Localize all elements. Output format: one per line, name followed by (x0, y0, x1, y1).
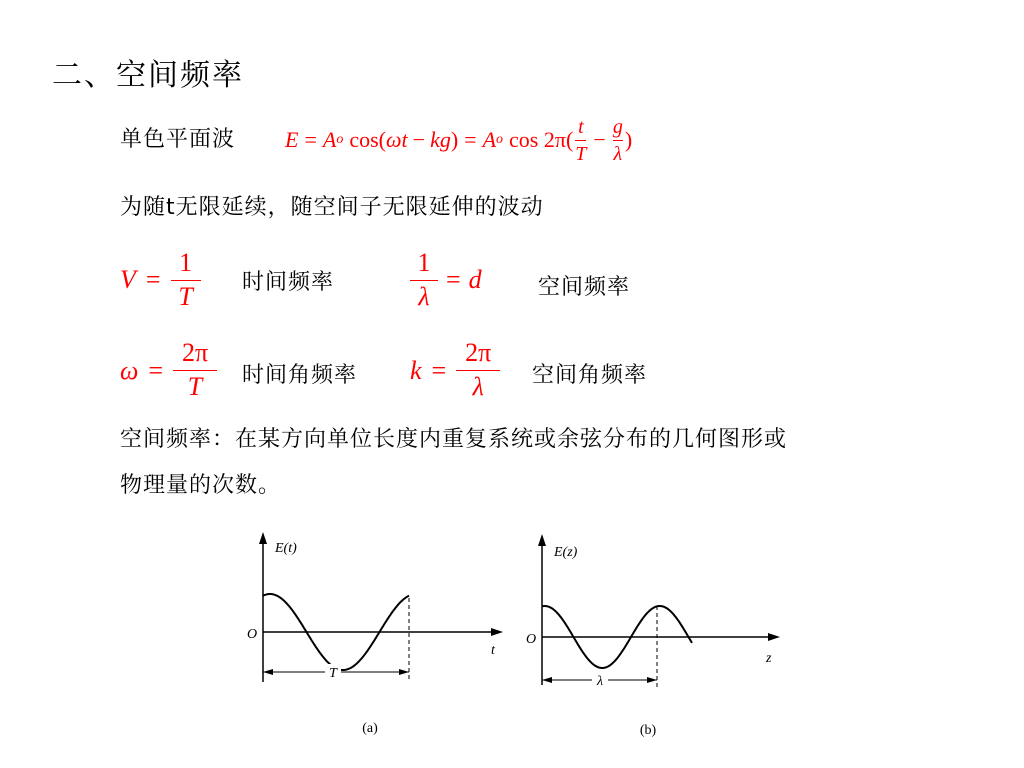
label-time-ang-freq: 时间角频率 (242, 363, 358, 388)
formula-k-frac (456, 339, 500, 401)
plane-wave-label: 单色平面波 (120, 127, 236, 152)
label-space-ang-freq: 空间角频率 (532, 363, 648, 388)
formula-k (410, 333, 500, 408)
formula-k-den: λ (472, 372, 484, 401)
eq-sub-o-1: o (336, 132, 344, 147)
fig-b-wavelength-label: λ (596, 674, 604, 689)
fig-a-origin: O (247, 627, 258, 642)
wave-equation (285, 110, 632, 170)
label-time-freq: 时间频率 (242, 270, 335, 295)
formula-omega-den: T (187, 372, 203, 401)
fig-a-ylabel: E(t) (275, 541, 297, 556)
eq-equals-1: = (304, 127, 317, 152)
continuity-text: 为随t无限延续，随空间子无限延伸的波动 (120, 195, 544, 220)
eq-frac-g-lambda (613, 116, 623, 165)
fig-b-ylabel: E(z) (554, 545, 578, 560)
eq-frac-t-den: T (575, 142, 587, 165)
fig-a-period-label: T (329, 666, 337, 681)
fig-b-y-arrow (538, 534, 546, 546)
formula-V-num: 1 (179, 247, 193, 277)
eq-A-1: A (322, 127, 337, 152)
formula-d-num: 1 (417, 247, 431, 277)
label-space-freq: 空间频率 (538, 275, 631, 300)
formula-d-symbol: d (468, 265, 482, 294)
figure-b-space-wave (520, 520, 790, 750)
formula-V (120, 245, 201, 315)
fig-b-caption: (b) (639, 723, 657, 738)
formula-k-num: 2π (465, 338, 492, 368)
eq-A-2: A (482, 127, 497, 152)
fig-b-origin: O (526, 632, 537, 647)
eq-sub-o-2: o (496, 132, 504, 147)
formula-d-den: λ (418, 281, 430, 311)
formula-k-bar (456, 370, 500, 371)
fig-a-x-arrow (491, 628, 503, 636)
formula-d-frac (410, 249, 438, 311)
eq-cos-right: cos 2π( (509, 127, 574, 152)
formula-omega-frac (173, 339, 217, 401)
fig-a-period-arrow-left (263, 669, 273, 675)
formula-d-bar (410, 280, 438, 281)
eq-cos-left: cos( (349, 127, 386, 152)
figure-a-time-wave (235, 520, 515, 750)
formula-omega (120, 333, 217, 408)
eq-minus-1: − (412, 127, 426, 152)
eq-frac-g-den: λ (613, 142, 623, 165)
eq-minus-2: − (593, 127, 606, 152)
eq-kg: kg (430, 127, 451, 152)
eq-frac-t-bar (575, 140, 586, 141)
formula-omega-symbol: ω (120, 355, 139, 385)
eq-frac-t-T (575, 116, 586, 165)
fig-a-caption: (a) (362, 721, 378, 736)
eq-equals-2: = (464, 127, 477, 152)
formula-V-equals: = (145, 265, 161, 294)
definition-line-1: 空间频率：在某方向单位长度内重复系统或余弦分布的几何图形或 (120, 427, 788, 452)
definition-line-2: 物理量的次数。 (120, 473, 282, 498)
fig-b-wavelength-arrow-right (647, 677, 657, 683)
fig-a-xlabel: t (491, 643, 495, 658)
formula-d (410, 245, 482, 315)
eq-E: E (285, 127, 299, 152)
eq-rparen-2: ) (624, 127, 633, 152)
formula-omega-num: 2π (181, 338, 209, 368)
fig-b-x-arrow (768, 633, 780, 641)
formula-V-den: T (178, 281, 193, 311)
fig-a-period-arrow-right (399, 669, 409, 675)
fig-a-y-arrow (259, 532, 267, 544)
formula-d-equals: = (446, 265, 461, 294)
formula-V-frac (171, 249, 201, 311)
eq-omega-t: ωt (385, 127, 408, 152)
eq-frac-g-bar (613, 140, 623, 141)
formula-omega-equals: = (148, 355, 164, 385)
slide-title: 二、空间频率 (52, 58, 244, 93)
formula-omega-bar (173, 370, 217, 371)
fig-b-wavelength-arrow-left (542, 677, 552, 683)
eq-rparen-1: ) (450, 127, 459, 152)
formula-V-symbol: V (120, 265, 136, 294)
eq-frac-g-num: g (612, 115, 623, 138)
eq-frac-t-num: t (578, 115, 584, 138)
fig-b-xlabel: z (766, 651, 772, 666)
formula-k-equals: = (431, 355, 447, 385)
formula-k-symbol: k (410, 355, 422, 385)
formula-V-bar (171, 280, 201, 281)
